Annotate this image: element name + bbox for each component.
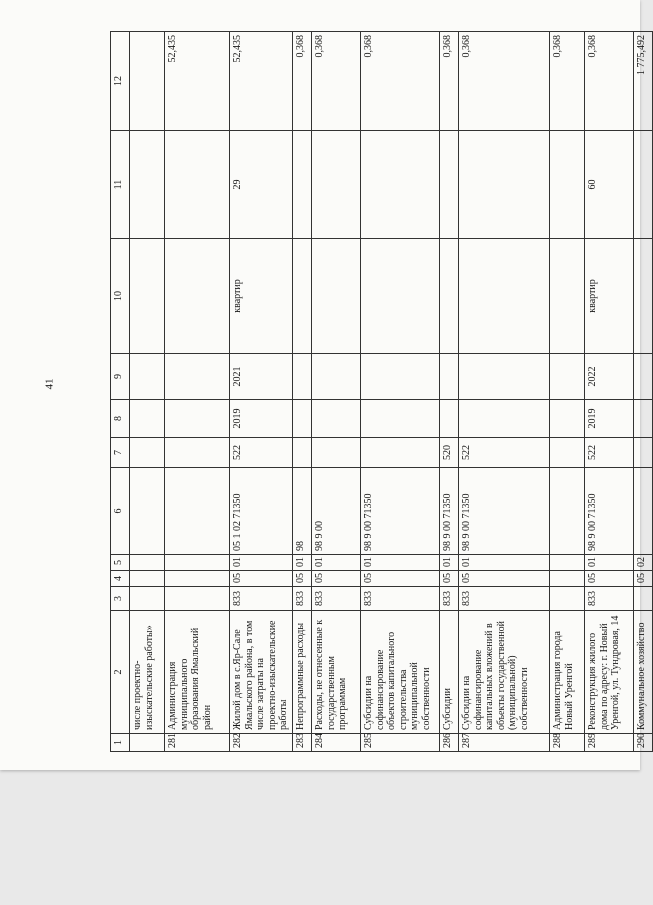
row-name: Непрограммные расходы: [293, 611, 312, 734]
table-row: [130, 32, 165, 752]
budget-table-rotated: [110, 32, 647, 752]
cell: [165, 555, 230, 571]
cell: [293, 400, 312, 438]
header-cell: 4: [111, 571, 130, 587]
row-name: Администрация города Новый Уренгой: [550, 611, 585, 734]
cell: [165, 354, 230, 400]
table-row: [550, 32, 585, 752]
cell: [440, 131, 459, 239]
cell: 05: [459, 571, 550, 587]
cell: [550, 131, 585, 239]
row-number: 286: [440, 734, 459, 752]
cell: 05: [634, 571, 653, 587]
header-cell: 8: [111, 400, 130, 438]
cell: 1 775,492: [634, 32, 653, 131]
cell: [130, 354, 165, 400]
header-cell: 9: [111, 354, 130, 400]
row-number: [130, 734, 165, 752]
row-number: 288: [550, 734, 585, 752]
cell: 29: [230, 131, 293, 239]
cell: [361, 438, 440, 468]
cell: [634, 587, 653, 611]
cell: квартир: [230, 239, 293, 354]
cell: [550, 571, 585, 587]
cell: 0,368: [312, 32, 361, 131]
cell: [165, 587, 230, 611]
cell: [550, 239, 585, 354]
cell: 98 9 00 71350: [440, 468, 459, 555]
cell: [361, 131, 440, 239]
row-name: Субсидии: [440, 611, 459, 734]
cell: 522: [230, 438, 293, 468]
cell: [165, 468, 230, 555]
cell: [361, 354, 440, 400]
cell: 0,368: [459, 32, 550, 131]
cell: 0,368: [293, 32, 312, 131]
cell: [440, 400, 459, 438]
table-row: [230, 32, 293, 752]
cell: 98 9 00: [312, 468, 361, 555]
page-number: 41: [43, 378, 56, 390]
cell: [361, 239, 440, 354]
cell: [634, 468, 653, 555]
table-row: [312, 32, 361, 752]
row-name: Субсидии на софинансирование объектов капитального строительства муниципальной собственности: [361, 611, 440, 734]
header-row: [111, 32, 130, 752]
row-name: Субсидии на софинансирование капитальных вложений в объекты государственной (муниципальной) собственности: [459, 611, 550, 734]
cell: 05: [230, 571, 293, 587]
cell: 05: [361, 571, 440, 587]
cell: 522: [459, 438, 550, 468]
row-name: Расходы, не отнесенные к государственным программам: [312, 611, 361, 734]
cell: [130, 555, 165, 571]
cell: 833: [293, 587, 312, 611]
row-number: 290: [634, 734, 653, 752]
cell: 05: [293, 571, 312, 587]
cell: 98 9 00 71350: [361, 468, 440, 555]
cell: 05: [585, 571, 634, 587]
cell: [312, 400, 361, 438]
header-cell: 6: [111, 468, 130, 555]
table-row: [293, 32, 312, 752]
cell: [550, 468, 585, 555]
cell: [312, 131, 361, 239]
header-cell: 11: [111, 131, 130, 239]
cell: [130, 131, 165, 239]
cell: [130, 32, 165, 131]
cell: 2021: [230, 354, 293, 400]
cell: 02: [634, 555, 653, 571]
header-cell: 5: [111, 555, 130, 571]
cell: 01: [440, 555, 459, 571]
row-name: Коммунальное хозяйство: [634, 611, 653, 734]
row-name: Жилой дом в с.Яр-Сале Ямальского района, в том числе затраты на проектно-изыскательские работы: [230, 611, 293, 734]
table-row: [585, 32, 634, 752]
cell: [130, 468, 165, 555]
cell: 01: [293, 555, 312, 571]
table-row: [440, 32, 459, 752]
cell: [165, 400, 230, 438]
cell: [550, 438, 585, 468]
cell: [312, 354, 361, 400]
row-name: Реконструкция жилого дома по адресу: г. Новый Уренгой, ул. Тундровая, 14: [585, 611, 634, 734]
cell: 0,368: [585, 32, 634, 131]
cell: [550, 354, 585, 400]
cell: [440, 239, 459, 354]
cell: 833: [459, 587, 550, 611]
cell: 0,368: [550, 32, 585, 131]
cell: [440, 354, 459, 400]
row-number: 283: [293, 734, 312, 752]
header-cell: 12: [111, 32, 130, 131]
cell: 98 9 00 71350: [585, 468, 634, 555]
cell: 833: [312, 587, 361, 611]
cell: [293, 239, 312, 354]
table-row: [165, 32, 230, 752]
cell: 01: [361, 555, 440, 571]
cell: [634, 438, 653, 468]
cell: [165, 239, 230, 354]
header-cell: 3: [111, 587, 130, 611]
cell: 2022: [585, 354, 634, 400]
cell: [165, 438, 230, 468]
cell: 01: [459, 555, 550, 571]
cell: [550, 555, 585, 571]
cell: 05 1 02 71350: [230, 468, 293, 555]
row-number: 281: [165, 734, 230, 752]
cell: [130, 400, 165, 438]
cell: 2019: [230, 400, 293, 438]
cell: 0,368: [440, 32, 459, 131]
cell: 520: [440, 438, 459, 468]
cell: 05: [440, 571, 459, 587]
cell: [459, 400, 550, 438]
cell: [459, 354, 550, 400]
cell: [459, 239, 550, 354]
cell: [459, 131, 550, 239]
row-number: 285: [361, 734, 440, 752]
cell: [550, 400, 585, 438]
cell: [130, 239, 165, 354]
header-cell: 7: [111, 438, 130, 468]
cell: [130, 438, 165, 468]
cell: 01: [585, 555, 634, 571]
row-number: 284: [312, 734, 361, 752]
row-number: 289: [585, 734, 634, 752]
cell: 05: [312, 571, 361, 587]
cell: 833: [585, 587, 634, 611]
cell: [634, 400, 653, 438]
cell: [130, 571, 165, 587]
cell: [550, 587, 585, 611]
row-number: 282: [230, 734, 293, 752]
cell: 52,435: [230, 32, 293, 131]
cell: [165, 131, 230, 239]
cell: [293, 438, 312, 468]
cell: [165, 571, 230, 587]
cell: 01: [312, 555, 361, 571]
cell: [130, 587, 165, 611]
cell: [634, 354, 653, 400]
row-name: Администрация муниципального образования Ямальский район: [165, 611, 230, 734]
table-row: [361, 32, 440, 752]
cell: 52,435: [165, 32, 230, 131]
cell: [361, 400, 440, 438]
cell: [634, 131, 653, 239]
cell: 98 9 00 71350: [459, 468, 550, 555]
cell: 833: [440, 587, 459, 611]
cell: [293, 131, 312, 239]
cell: 60: [585, 131, 634, 239]
table-row: [634, 32, 653, 752]
row-number: 287: [459, 734, 550, 752]
cell: квартир: [585, 239, 634, 354]
header-cell: 10: [111, 239, 130, 354]
row-name: числе проектно-изыскательские работы»: [130, 611, 165, 734]
table-row: [459, 32, 550, 752]
header-cell: 1: [111, 734, 130, 752]
cell: [634, 239, 653, 354]
cell: 833: [230, 587, 293, 611]
cell: [312, 438, 361, 468]
header-cell: 2: [111, 611, 130, 734]
cell: 98: [293, 468, 312, 555]
budget-table: [110, 31, 653, 752]
cell: 2019: [585, 400, 634, 438]
cell: [312, 239, 361, 354]
cell: 833: [361, 587, 440, 611]
cell: 522: [585, 438, 634, 468]
cell: 0,368: [361, 32, 440, 131]
cell: 01: [230, 555, 293, 571]
cell: [293, 354, 312, 400]
